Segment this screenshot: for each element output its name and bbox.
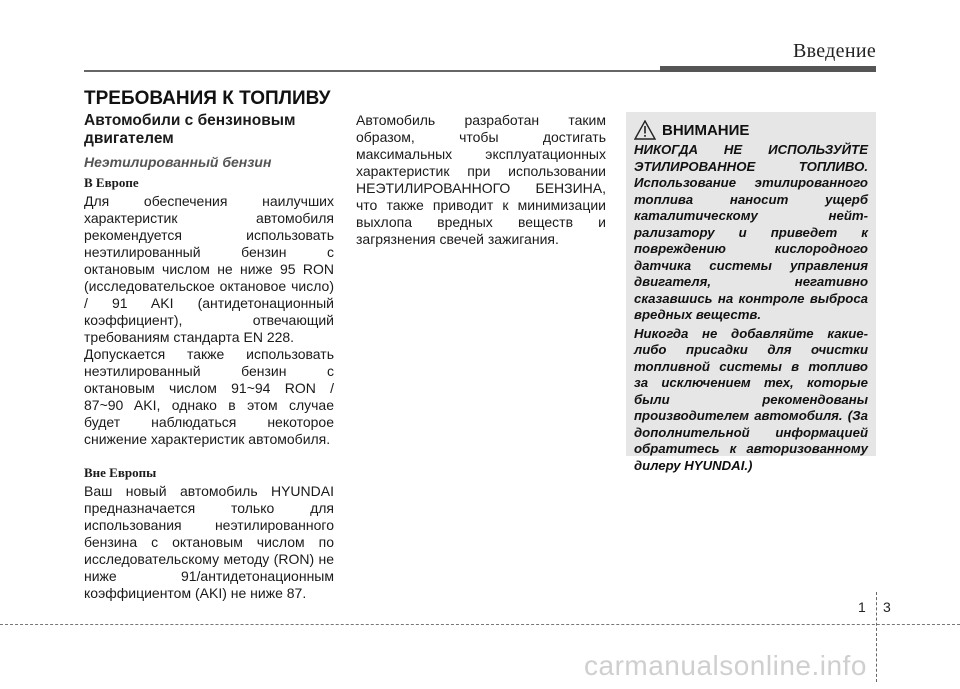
section-title: ТРЕБОВАНИЯ К ТОПЛИВУ <box>84 88 331 109</box>
header-rule-accent <box>660 66 876 72</box>
warning-title: ВНИМАНИЕ <box>662 121 750 139</box>
warning-paragraph-1: НИКОГДА НЕ ИСПОЛЬЗУЙТЕ ЭТИЛИРОВАННОЕ ТОПЛИВО. Использование этилированного топлива наносит ущерб каталитическому нейт-рализатору и приведет к повреждению кислородного датчика системы управления двигателя, негативно сказавшись на контроле выброса вредных веществ. <box>634 142 868 322</box>
footer-divider <box>876 592 878 682</box>
watermark: carmanualsonline.info <box>584 650 867 681</box>
outside-europe-label: Вне Европы <box>84 465 157 480</box>
europe-paragraph-1: Для обеспечения наилучших характеристик автомобиля рекомендуется использовать неэтилированный бензин с октановым числом не ниже 95 RON (исследовательское октановое число) / 91 AKI (антидетонационный коэффициент), отвечающий требованиям стандарта EN 228. <box>84 193 334 345</box>
header-title: Введение <box>792 40 876 62</box>
europe-label: В Европе <box>84 175 139 190</box>
warning-paragraph-2: Никогда не добавляйте какие-либо присадки для очистки топливной системы в топливо за исключением тех, которые были рекомендованы производителем автомобиля. (За дополнительной информацией обратитесь к авторизованному дилеру HYUNDAI.) <box>634 325 868 473</box>
chapter-number: 1 <box>858 599 866 615</box>
page-number: 3 <box>883 599 891 615</box>
footer-crop-line <box>0 624 960 626</box>
header-rule <box>84 70 664 72</box>
middle-paragraph: Автомобиль разработан таким образом, чтобы достигать максимальных эксплуатационных характеристик при использовании НЕЭТИЛИРОВАННОГО БЕНЗИНА, что также приводит к минимизации выхлопа вредных веществ и загрязнения свечей зажигания. <box>356 112 606 247</box>
column-middle <box>356 112 606 248</box>
warning-triangle-icon <box>634 120 656 140</box>
europe-paragraph-2: Допускается также использовать неэтилированный бензин с октановым числом 91~94 RON / 87~90 AKI, однако в этом случае будет наблюдаться некоторое снижение характеристик автомобиля. <box>84 346 334 447</box>
outside-europe-paragraph: Ваш новый автомобиль HYUNDAI предназначается только для использования неэтилированного бензина с октановым числом по исследовательскому методу (RON) не ниже 91/антидетонационным коэффициентом (AKI) не ниже 87. <box>84 483 334 601</box>
warning-box <box>626 112 876 473</box>
warning-header <box>634 120 868 140</box>
column-left <box>84 112 334 602</box>
gasoline-engine-heading: Автомобили с бензиновым двигателем <box>84 112 296 147</box>
unleaded-fuel-heading: Неэтилированный бензин <box>84 154 272 170</box>
